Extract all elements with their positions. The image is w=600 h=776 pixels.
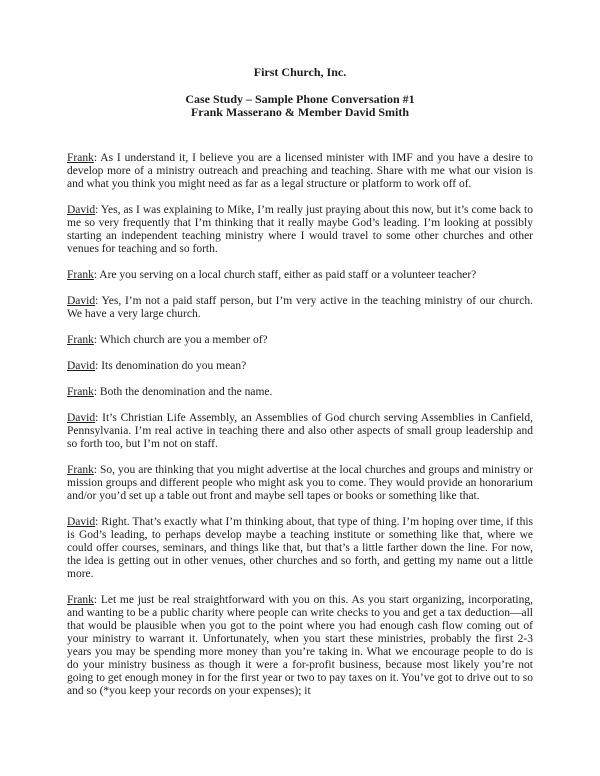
- speaker-separator: :: [93, 269, 100, 281]
- dialogue-paragraph: [67, 464, 533, 503]
- document-subtitle-line1: Case Study – Sample Phone Conversation #1: [185, 92, 415, 106]
- dialogue-paragraph: [67, 152, 533, 191]
- speaker-separator: :: [93, 594, 101, 606]
- speaker-name: Frank: [67, 464, 94, 476]
- speaker-name: David: [67, 360, 96, 372]
- dialogue-paragraph: [67, 412, 533, 451]
- dialogue-text: Which church are you a member of?: [99, 334, 268, 346]
- speaker-name: Frank: [67, 386, 94, 398]
- speaker-name: David: [67, 204, 96, 216]
- speaker-name: David: [67, 295, 96, 307]
- speaker-separator: :: [93, 386, 100, 398]
- dialogue: [67, 152, 533, 698]
- speaker-name: David: [67, 412, 96, 424]
- dialogue-text: Let me just be real straightforward with you on this. As you start organizing, incorporating, and wanting to be a public charity where people can write checks to you and get a tax deduction—all that would be plausible when you got to the point where you had enough cash flow coming out of your ministry to warrant it. Unfortunately, when you start these ministries, probably the first 2-3 years you may be spending more money than you’re taking in. What we encourage people to do is do your ministry business as though it were a for-profit business, because most likely you’re not going to get enough money in for the first year or two to pay taxes on it. You’ve got to drive out to so and so (*you keep your records on your expenses); it: [67, 594, 534, 697]
- dialogue-paragraph: [67, 204, 533, 256]
- speaker-separator: :: [93, 152, 101, 164]
- speaker-separator: :: [93, 464, 101, 476]
- dialogue-paragraph: [67, 594, 533, 698]
- speaker-name: Frank: [67, 594, 94, 606]
- dialogue-paragraph: [67, 269, 533, 282]
- dialogue-text: It’s Christian Life Assembly, an Assemblies of God church serving Assemblies in Canfield, Pennsylvania. I’m real active in teaching there and also other aspects of small group leadership and so forth too, but I’m not on staff.: [67, 412, 533, 450]
- speaker-name: David: [67, 516, 96, 528]
- speaker-separator: :: [95, 295, 102, 307]
- dialogue-paragraph: [67, 360, 533, 373]
- speaker-name: Frank: [67, 152, 94, 164]
- dialogue-text: Yes, as I was explaining to Mike, I’m really just praying about this now, but it’s come back to me so very frequently that I’m thinking that it really maybe God’s leading. I’m looking at possibly starting an independent teaching ministry where I would travel to some other churches and other venues for teaching and so forth.: [67, 204, 533, 255]
- dialogue-text: As I understand it, I believe you are a licensed minister with IMF and you have a desire to develop more of a ministry outreach and preaching and teaching. Share with me what our vision is and what you think you might need as far as a legal structure or platform to work off of.: [67, 152, 534, 190]
- dialogue-paragraph: [67, 386, 533, 399]
- dialogue-text: Right. That’s exactly what I’m thinking about, that type of thing. I’m hoping over time, if this is God’s leading, to perhaps develop maybe a teaching institute or something like that, where we could offer courses, seminars, and things like that, but that’s a little farther down the line. For now, the idea is getting out in other venues, other churches and so forth, and getting my name out a little more.: [67, 516, 533, 580]
- speaker-separator: :: [95, 516, 102, 528]
- document-subtitle-line2: Frank Masserano & Member David Smith: [190, 105, 410, 119]
- dialogue-text: So, you are thinking that you might advertise at the local churches and groups and ministry or mission groups and different people who might ask you to come. They would provide an honorarium and/or you’d set up a table out front and maybe sell tapes or books or something like that.: [67, 464, 533, 502]
- speaker-separator: :: [95, 360, 102, 372]
- speaker-separator: :: [95, 204, 101, 216]
- dialogue-paragraph: [67, 516, 533, 581]
- dialogue-paragraph: [67, 295, 533, 321]
- speaker-name: Frank: [67, 269, 94, 281]
- speaker-separator: :: [95, 412, 103, 424]
- speaker-separator: :: [93, 334, 100, 346]
- document-content: [67, 66, 533, 698]
- dialogue-text: Both the denomination and the name.: [99, 386, 273, 398]
- document-title: First Church, Inc.: [253, 65, 347, 79]
- dialogue-text: Its denomination do you mean?: [101, 360, 247, 372]
- speaker-name: Frank: [67, 334, 94, 346]
- dialogue-text: Are you serving on a local church staff, either as paid staff or a volunteer teacher?: [99, 269, 477, 281]
- dialogue-text: Yes, I’m not a paid staff person, but I’m very active in the teaching ministry of our church. We have a very large church.: [67, 295, 533, 320]
- dialogue-paragraph: [67, 334, 533, 347]
